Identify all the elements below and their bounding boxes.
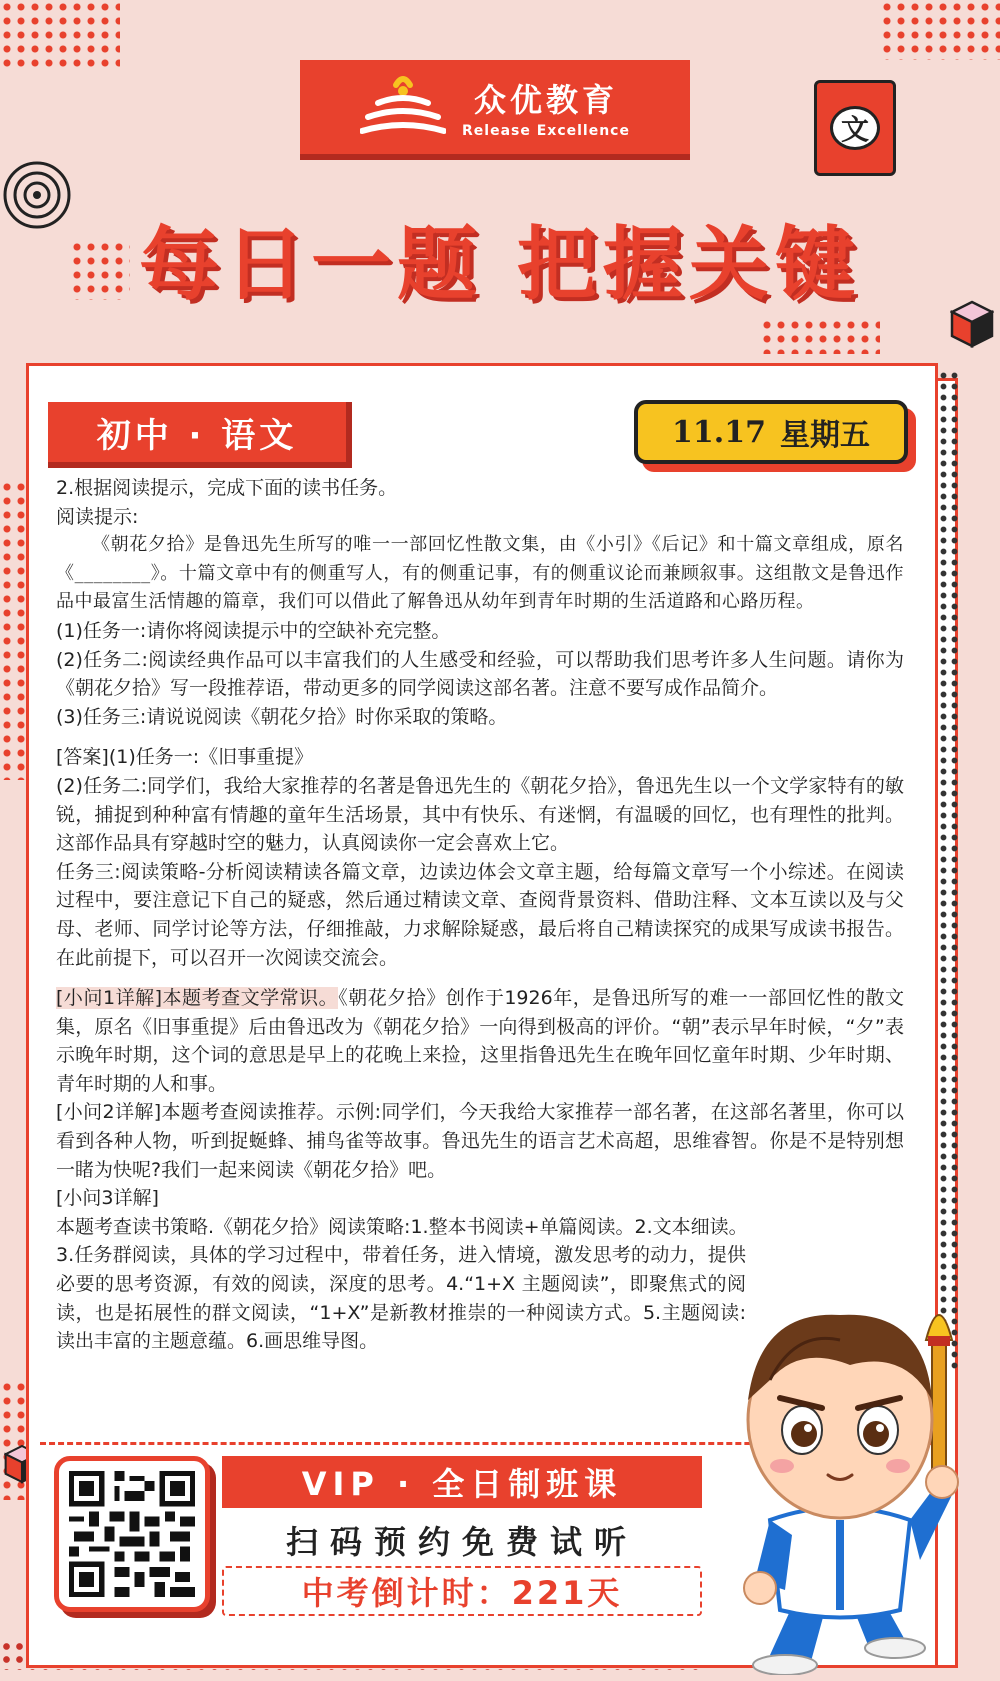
answer-2: (2)任务二:同学们，我给大家推荐的名著是鲁迅先生的《朝花夕拾》，鲁迅先生以一个文学家特有的敏锐，捕捉到种种富有情趣的童年生活场景，其中有快乐、有迷惘，有温暖的回忆，也有理性的批判。这部作品具有穿越时空的魅力，认真阅读你一定会喜欢上它。 [56,774,904,855]
page-headline: 每日一题 把握关键 [139,218,861,311]
date-weekday: 星期五 [779,418,870,453]
decor-dots-left-mid [0,480,28,780]
qr-code[interactable] [54,1456,210,1612]
task-3: (3)任务三:请说说阅读《朝花夕拾》时你采取的策略。 [56,705,508,728]
explain-1-label: [小问1详解]本题考查文学常识。 [56,987,339,1010]
hint-text: 《朝花夕拾》是鲁迅先生所写的唯一一部回忆性散文集，由《小引》《后记》和十篇文章组成，原名《________》。十篇文章中有的侧重写人，有的侧重记事，有的侧重议论而兼顾叙事。这组散文是鲁迅作品中最富生活情趣的篇章，我们可以借此了解鲁迅从幼年到青年时期的生活道路和心路历程。 [56,534,904,613]
hint-label: 阅读提示: [56,505,139,528]
brand-name-en: Release Excellence [462,123,630,139]
explain-1 [56,984,904,1098]
brand-text [462,75,630,139]
student-mascot-icon [700,1270,980,1675]
decor-dots-top-right [880,0,1000,60]
explain-3-line1: 本题考查读书策略.《朝花夕拾》阅读策略:1.整本书阅读+单篇阅读。2.文本细读。 [56,1215,748,1238]
subject-badge-char: 文 [830,106,880,150]
date-tag [634,400,908,464]
explain-1-text: 《朝花夕拾》创作于1926年，是鲁迅所写的难一一部回忆性的散文集，原名《旧事重提》后由鲁迅改为《朝花夕拾》一向得到极高的评价。“朝”表示早年时候，“夕”表示晚年时期，这个词的意思是早上的花晚上来捡，这里指鲁迅先生在晚年回忆童年时期、少年时期、青年时期的人和事。 [56,987,904,1095]
brand-name-cn: 众优教育 [473,81,618,119]
answer-1: [答案](1)任务一:《旧事重提》 [56,746,314,769]
brand-logo-icon [360,71,446,143]
question-content [56,474,904,1356]
exam-countdown: 中考倒计时：221天 [222,1566,702,1616]
explain-3-label: [小问3详解] [56,1187,159,1210]
subject-tag: 初中 · 语文 [48,402,352,468]
task-2: (2)任务二:阅读经典作品可以丰富我们的人生感受和经验，可以帮助我们思考许多人生问题。请你为《朝花夕拾》写一段推荐语，带动更多的同学阅读这部名著。注意不要写成作品简介。 [56,648,904,700]
date-day: 11.17 [672,414,766,450]
subject-badge [814,80,896,176]
explain-3-rest: 3.任务群阅读，具体的学习过程中，带着任务，进入情境，激发思考的动力，提供必要的思考资源，有效的阅读，深度的思考。4.“1+X 主题阅读”，即聚焦式的阅读，也是拓展性的群文阅读，“1+X”是新教材推崇的一种阅读方式。5.主题阅读:读出丰富的主题意蕴。6.画思维导图。 [56,1244,746,1353]
answer-3: 任务三:阅读策略-分析阅读精读各篇文章，边读边体会文章主题，给每篇文章写一个小综述。在阅读过程中，要注意记下自己的疑惑，然后通过精读文章、查阅背景资料、借助注释、文本互读以及与父母、老师、同学讨论等方法，仔细推敲，力求解除疑惑，最后将自己精读探究的成果写成读书报告。在此前提下，可以召开一次阅读交流会。 [56,860,904,969]
explain-2: [小问2详解]本题考查阅读推荐。示例:同学们，今天我给大家推荐一部名著，在这部名著里，你可以看到各种人物，听到捉蜒蜂、捕鸟雀等故事。鲁迅先生的语言艺术高超，思维睿智。你是不是特别想一睹为快呢?我们一起来阅读《朝花夕拾》吧。 [56,1101,904,1181]
decor-dots-top-left [0,0,120,70]
question-title: 2.根据阅读提示，完成下面的读书任务。 [56,477,398,499]
qr-code-icon [69,1471,195,1597]
scan-cta: 扫码预约免费试听 [285,1523,638,1561]
brand-banner [300,60,690,160]
decor-dots-right-mid [760,318,880,354]
vip-banner: VIP · 全日制班课 [222,1456,702,1508]
task-1: (1)任务一:请你将阅读提示中的空缺补充完整。 [56,619,451,642]
